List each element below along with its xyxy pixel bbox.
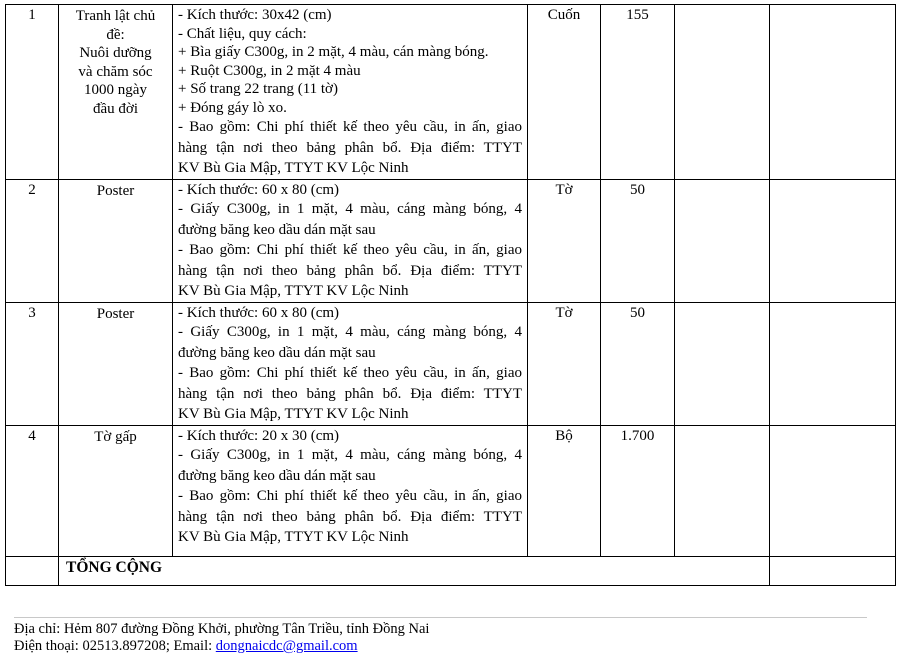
desc-line: + Đóng gáy lò xo. bbox=[178, 99, 287, 116]
item-description bbox=[173, 179, 528, 302]
item-name-line: Tranh lật chủ bbox=[75, 8, 156, 24]
desc-line: - Kích thước: 60 x 80 (cm) bbox=[178, 304, 340, 321]
desc-line: hàng tận nơi theo bảng phân bổ. Địa điểm: TTYT bbox=[178, 385, 522, 402]
desc-line: + Số trang 22 trang (11 tờ) bbox=[178, 81, 338, 97]
item-quantity: 155 bbox=[601, 5, 675, 180]
item-name bbox=[59, 425, 173, 556]
desc-line: - Bao gồm: Chi phí thiết kế theo yêu cầu, in ấn, giao bbox=[178, 488, 522, 504]
desc-line: KV Bù Gia Mập, TTYT KV Lộc Ninh bbox=[178, 529, 409, 545]
item-name-line: 1000 ngày bbox=[84, 82, 147, 98]
desc-line: - Giấy C300g, in 1 mặt, 4 màu, cáng màng bóng, 4 bbox=[178, 447, 522, 463]
row-number: 1 bbox=[6, 5, 59, 180]
desc-line: hàng tận nơi theo bảng phân bổ. Địa điểm: TTYT bbox=[178, 508, 522, 525]
item-unit: Cuốn bbox=[528, 5, 601, 180]
item-description bbox=[173, 302, 528, 425]
table-row bbox=[6, 425, 896, 556]
desc-line: KV Bù Gia Mập, TTYT KV Lộc Ninh bbox=[178, 406, 409, 422]
empty-cell bbox=[770, 425, 896, 556]
desc-line: KV Bù Gia Mập, TTYT KV Lộc Ninh bbox=[178, 283, 409, 299]
item-name bbox=[59, 302, 173, 425]
total-row bbox=[6, 556, 896, 585]
table-row bbox=[6, 5, 896, 180]
item-name-line: Tờ gấp bbox=[94, 428, 137, 445]
footer-divider bbox=[14, 617, 867, 618]
table-row bbox=[6, 179, 896, 302]
desc-line: - Giấy C300g, in 1 mặt, 4 màu, cáng màng bóng, 4 bbox=[178, 201, 522, 217]
desc-line: đường băng keo dầu dán mặt sau bbox=[178, 344, 376, 361]
empty-cell bbox=[770, 179, 896, 302]
empty-cell bbox=[675, 5, 770, 180]
item-unit: Tờ bbox=[528, 302, 601, 425]
empty-cell bbox=[675, 179, 770, 302]
item-description bbox=[173, 425, 528, 556]
item-name-line: Poster bbox=[96, 182, 135, 199]
row-number: 3 bbox=[6, 302, 59, 425]
empty-cell bbox=[675, 302, 770, 425]
desc-line: - Bao gồm: Chi phí thiết kế theo yêu cầu, in ấn, giao bbox=[178, 365, 522, 381]
table-row bbox=[6, 302, 896, 425]
empty-cell bbox=[770, 302, 896, 425]
desc-line: - Kích thước: 20 x 30 (cm) bbox=[178, 427, 340, 444]
item-name-line: đầu đời bbox=[92, 100, 138, 117]
empty-cell bbox=[770, 5, 896, 180]
items-table bbox=[5, 4, 896, 586]
email-link[interactable]: dongnaicdc@gmail.com bbox=[215, 638, 358, 654]
item-unit: Tờ bbox=[528, 179, 601, 302]
item-name-line: Nuôi dưỡng bbox=[79, 45, 152, 61]
total-label: TỔNG CỘNG bbox=[59, 556, 770, 585]
empty-cell bbox=[675, 425, 770, 556]
desc-line: đường băng keo dầu dán mặt sau bbox=[178, 467, 376, 484]
footer-contact bbox=[14, 638, 358, 655]
empty-cell bbox=[6, 556, 59, 585]
desc-line: - Chất liệu, quy cách: bbox=[178, 25, 307, 42]
item-name-line: đề: bbox=[106, 26, 125, 43]
desc-line: + Ruột C300g, in 2 mặt 4 màu bbox=[178, 62, 361, 79]
desc-line: hàng tận nơi theo bảng phân bổ. Địa điểm: TTYT bbox=[178, 262, 522, 279]
desc-line: đường băng keo dầu dán mặt sau bbox=[178, 221, 376, 238]
row-number: 2 bbox=[6, 179, 59, 302]
footer-phone: Điện thoại: 02513.897208; Email: bbox=[14, 638, 216, 654]
desc-line: - Giấy C300g, in 1 mặt, 4 màu, cáng màng bóng, 4 bbox=[178, 324, 522, 340]
item-name-line: Poster bbox=[96, 305, 135, 322]
item-quantity: 50 bbox=[601, 302, 675, 425]
desc-line: + Bìa giấy C300g, in 2 mặt, 4 màu, cán màng bóng. bbox=[178, 44, 489, 60]
item-name bbox=[59, 5, 173, 180]
desc-line: KV Bù Gia Mập, TTYT KV Lộc Ninh bbox=[178, 160, 409, 176]
item-quantity: 50 bbox=[601, 179, 675, 302]
desc-line: - Bao gồm: Chi phí thiết kế theo yêu cầu, in ấn, giao bbox=[178, 242, 522, 258]
desc-line: - Kích thước: 30x42 (cm) bbox=[178, 7, 332, 23]
item-unit: Bộ bbox=[528, 425, 601, 556]
desc-line: - Bao gồm: Chi phí thiết kế theo yêu cầu, in ấn, giao bbox=[178, 119, 522, 135]
footer-address: Địa chỉ: Hẻm 807 đường Đồng Khởi, phường Tân Triều, tỉnh Đồng Nai bbox=[14, 621, 430, 637]
row-number: 4 bbox=[6, 425, 59, 556]
item-description bbox=[173, 5, 528, 180]
item-name-line: và chăm sóc bbox=[78, 63, 153, 80]
desc-line: hàng tận nơi theo bảng phân bổ. Địa điểm: TTYT bbox=[178, 139, 522, 156]
item-name bbox=[59, 179, 173, 302]
desc-line: - Kích thước: 60 x 80 (cm) bbox=[178, 181, 340, 198]
item-quantity: 1.700 bbox=[601, 425, 675, 556]
empty-cell bbox=[770, 556, 896, 585]
